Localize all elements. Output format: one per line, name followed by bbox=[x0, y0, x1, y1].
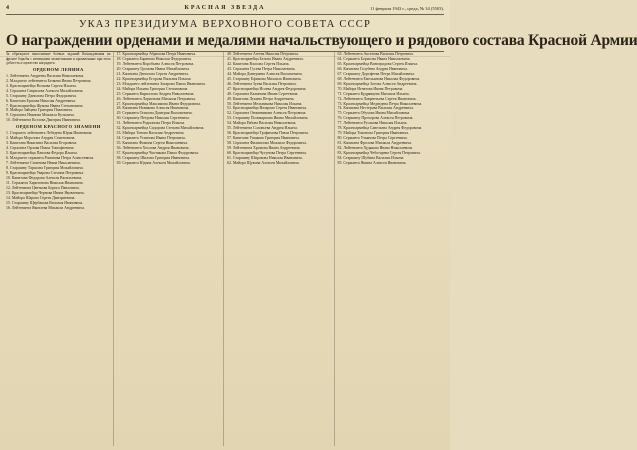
page-number: 4 bbox=[6, 5, 9, 11]
award-entry: 69. Красноармейца Зотова Алексея Андреевича. bbox=[337, 81, 418, 86]
award-entry: 34. Сержанта Устинова Ивана Петровича. bbox=[116, 136, 186, 141]
award-entry: 44. Майора Дмитриева Алексея Васильевича. bbox=[227, 71, 303, 76]
award-entry: 48. Сержанта Калинина Ивана Сергеевича. bbox=[227, 91, 299, 96]
award-entry: 85. Сержанта Яшина Алексея Ивановича. bbox=[337, 160, 407, 165]
award-entry: 5. Старшину Данилова Петра Федоровича. bbox=[6, 93, 77, 98]
award-entry: 28. Капитана Новикова Алексея Ивановича. bbox=[116, 106, 190, 111]
award-entry: 53. Старшину Поликарпова Ивана Михайловича. bbox=[227, 116, 309, 121]
award-entry: 61. Старшину Широкова Николая Ивановича. bbox=[227, 156, 303, 161]
award-list bbox=[117, 52, 222, 97]
award-entry: 8. Майора Зайцева Григория Павловича. bbox=[6, 108, 73, 113]
award-entry: 51. Красноармейца Назарова Сергея Ивановича. bbox=[227, 106, 307, 111]
column-1 bbox=[6, 52, 114, 446]
award-entry: 46. Лейтенанта Зуева Василия Петровича. bbox=[227, 81, 297, 86]
award-entry: 45. Старшину Ефимова Михаила Ивановича. bbox=[227, 76, 302, 81]
text-columns bbox=[6, 52, 444, 446]
award-entry: 6. Младшего сержанта Романова Петра Алексеевича. bbox=[6, 156, 95, 161]
award-entry: 21. Капитана Денисова Сергея Андреевича. bbox=[116, 71, 189, 76]
award-entry: 52. Сержанта Овчинникова Алексея Петровича. bbox=[227, 111, 307, 116]
award-entry: 41. Красноармейца Белова Ивана Андреевича. bbox=[227, 56, 304, 61]
award-entry: 2. Младшего лейтенанта Беляева Ивана Петровича. bbox=[6, 78, 92, 83]
award-entry: 15. Старшину Щербакова Василия Ивановича. bbox=[6, 200, 84, 205]
award-entry: 16. Лейтенанта Яковлева Михаила Андреевича. bbox=[6, 205, 85, 210]
award-entry: 59. Лейтенанта Хромова Ивана Андреевича. bbox=[227, 146, 301, 151]
award-entry: 47. Красноармейца Исаева Андрея Федоровича. bbox=[227, 86, 307, 91]
award-entry: 10. Капитана Федорова Алексея Васильевича. bbox=[6, 175, 83, 180]
award-entry: 33. Майора Титова Василия Андреевича. bbox=[116, 131, 185, 136]
award-entry: 18. Сержанта Баранова Николая Федоровича. bbox=[116, 56, 192, 61]
award-entry: 4. Сержанта Гаврилова Алексея Михайловича. bbox=[6, 88, 84, 93]
award-list bbox=[338, 97, 443, 166]
award-entry: 5. Красноармейца Павлова Федора Ильича. bbox=[6, 151, 78, 156]
award-entry: 11. Сержанта Харитонова Николая Ивановича. bbox=[6, 180, 84, 185]
award-list bbox=[227, 52, 332, 97]
section-heading-lenin: ОРДЕНОМ ЛЕНИНА bbox=[32, 66, 84, 72]
column-4 bbox=[338, 52, 445, 446]
award-entry: 62. Майора Щукина Алексея Михайловича. bbox=[227, 160, 300, 165]
award-entry: 68. Лейтенанта Емельянова Николая Федоровича. bbox=[337, 76, 421, 81]
column-2 bbox=[117, 52, 225, 446]
award-entry: 82. Лейтенанта Худякова Ивана Николаевича. bbox=[337, 146, 414, 151]
award-entry: 60. Красноармейца Чугунова Петра Сергеевича. bbox=[227, 151, 307, 156]
award-entry: 37. Красноармейца Чистякова Павла Федоровича. bbox=[116, 151, 200, 156]
award-entry: 40. Лейтенанта Агеева Николая Петровича. bbox=[227, 52, 299, 56]
column-3 bbox=[227, 52, 335, 446]
award-entry: 24. Майора Ильина Григория Степановича. bbox=[116, 86, 189, 91]
award-entry: 7. Красноармейца Жукова Ивана Степановича. bbox=[6, 103, 84, 108]
award-entry: 78. Красноармейца Савельева Андрея Федоровича. bbox=[337, 126, 423, 131]
award-entry: 27. Красноармейца Максимова Ивана Федоровича. bbox=[116, 101, 201, 106]
award-entry: 6. Капитана Ершова Николая Андреевича. bbox=[6, 98, 77, 103]
award-entry: 36. Лейтенанта Хохлова Андрея Ивановича. bbox=[116, 146, 190, 151]
award-entry: 65. Красноармейца Виноградова Сергея Ильича. bbox=[337, 61, 419, 66]
award-list bbox=[6, 131, 111, 210]
award-entry: 14. Майора Шарова Сергея Дмитриевича. bbox=[6, 195, 76, 200]
award-entry: 58. Сержанта Филиппова Михаила Федоровича. bbox=[227, 141, 307, 146]
award-entry: 43. Сержанта Гусева Петра Николаевича. bbox=[227, 66, 296, 71]
section-heading-red-banner: ОРДЕНОМ КРАСНОГО ЗНАМЕНИ bbox=[15, 124, 101, 130]
award-entry: 73. Красноармейца Медведева Петра Николаевича. bbox=[337, 101, 423, 106]
award-entry: 8. Старшину Тарасова Григория Михайловича. bbox=[6, 165, 84, 170]
award-list bbox=[6, 74, 111, 124]
award-entry: 19. Лейтенанта Воробьева Алексея Петровича. bbox=[116, 61, 195, 66]
award-entry: 64. Сержанта Борисова Ивана Николаевича. bbox=[337, 56, 411, 61]
decree-title: УКАЗ ПРЕЗИДИУМА ВЕРХОВНОГО СОВЕТА СССР bbox=[78, 19, 372, 30]
award-list bbox=[117, 97, 222, 166]
award-entry: 80. Сержанта Ульянова Петра Сергеевича. bbox=[337, 136, 408, 141]
award-entry: 10. Лейтенанта Козлова Дмитрия Ивановича. bbox=[6, 118, 81, 123]
award-entry: 66. Капитана Голубева Андрея Ивановича. bbox=[337, 66, 408, 71]
award-entry: 84. Старшину Шубина Василия Ильича. bbox=[337, 156, 405, 161]
award-entry: 32. Красноармейца Сидорова Степана Михайловича. bbox=[116, 126, 205, 131]
award-entry: 13. Красноармейца Чернова Ивана Яковлевича. bbox=[6, 190, 85, 195]
award-entry: 72. Лейтенанта Лаврентьева Сергея Ивановича. bbox=[337, 96, 417, 101]
award-entry: 2. Майора Морозова Андрея Семеновича. bbox=[6, 136, 76, 141]
award-list bbox=[227, 97, 332, 166]
award-entry: 12. Лейтенанта Цветкова Бориса Павловича. bbox=[6, 185, 80, 190]
award-entry: 17. Красноармейца Абрамова Петра Ивановича. bbox=[116, 52, 197, 56]
issue-date: 11 февраля 1943 г., среда, № 34 (5503). bbox=[370, 6, 444, 11]
award-entry: 7. Лейтенанта Семенова Ивана Николаевича. bbox=[6, 161, 81, 166]
award-entry: 39. Сержанта Юдина Алексея Михайловича. bbox=[116, 160, 191, 165]
award-entry: 29. Сержанта Осипова Дмитрия Васильевича. bbox=[116, 111, 193, 116]
award-entry: 30. Старшину Петрова Николая Сергеевича. bbox=[116, 116, 190, 121]
award-entry: 70. Майора Игнатова Ивана Петровича. bbox=[337, 86, 404, 91]
award-entry: 35. Капитана Фомина Сергея Николаевича. bbox=[116, 141, 189, 146]
award-entry: 3. Красноармейца Волкова Сергея Ильича. bbox=[6, 83, 77, 88]
award-entry: 25. Сержанта Кириллова Андрея Николаевича. bbox=[116, 91, 195, 96]
award-entry: 42. Капитана Власова Сергея Ильича. bbox=[227, 61, 290, 66]
award-entry: 20. Старшину Громова Ивана Михайловича. bbox=[116, 66, 190, 71]
award-entry: 3. Капитана Никитина Василия Егоровича. bbox=[6, 141, 78, 146]
award-entry: 76. Старшину Прохорова Алексея Петровича. bbox=[337, 116, 414, 121]
award-entry: 1. Лейтенанта Андреева Василия Николаевича. bbox=[6, 73, 85, 78]
award-entry: 23. Младшего лейтенанта Захарова Павла Ивановича. bbox=[116, 81, 206, 86]
award-entry: 67. Старшину Дорофеева Петра Михайловича. bbox=[337, 71, 415, 76]
award-entry: 4. Сержанта Орлова Павла Тимофеевича. bbox=[6, 146, 75, 151]
decree-subtitle: О награждении орденами и медалями начальствующего и рядового состава Красной Армии bbox=[6, 32, 637, 49]
award-list bbox=[338, 52, 443, 97]
masthead bbox=[6, 3, 444, 15]
award-entry: 49. Капитана Лукина Петра Андреевича. bbox=[227, 96, 295, 101]
award-entry: 22. Красноармейца Егорова Василия Ильича. bbox=[116, 76, 192, 81]
award-entry: 83. Красноармейца Чеботарева Сергея Петровича. bbox=[337, 151, 421, 156]
award-entry: 9. Сержанта Иванова Михаила Кузьмича. bbox=[6, 113, 75, 118]
award-entry: 38. Старшину Шилова Григория Ивановича. bbox=[116, 156, 190, 161]
award-entry: 71. Сержанта Кудрявцева Михаила Ильича. bbox=[337, 91, 410, 96]
award-entry: 77. Лейтенанта Русакова Николая Ильича. bbox=[337, 121, 408, 126]
award-entry: 54. Майора Рябова Василия Николаевича. bbox=[227, 121, 297, 126]
award-entry: 75. Сержанта Обухова Ивана Михайловича. bbox=[337, 111, 411, 116]
award-entry: 74. Капитана Нестерова Василия Андреевича. bbox=[337, 106, 414, 111]
award-entry: 31. Лейтенанта Родионова Петра Ильича. bbox=[116, 121, 186, 126]
award-entry: 9. Красноармейца Уварова Степана Петровича. bbox=[6, 170, 85, 175]
award-entry: 26. Лейтенанта Ларионова Михаила Петровича. bbox=[116, 96, 197, 101]
award-entry: 50. Лейтенанта Мельникова Николая Ильича. bbox=[227, 101, 303, 106]
award-entry: 81. Капитана Фролова Михаила Андреевича. bbox=[337, 141, 412, 146]
award-entry: 1. Старшего лейтенанта Лебедева Юрия Ивановича. bbox=[6, 131, 93, 136]
award-entry: 79. Майора Тихонова Григория Ивановича. bbox=[337, 131, 410, 136]
decree-intro: За образцовое выполнение боевых заданий Командования на фронте борьбы с немецкими захватчиками и проявленные при этом доблесть и мужество наградить: bbox=[6, 52, 111, 66]
award-entry: 55. Лейтенанта Соловьева Андрея Ильича. bbox=[227, 126, 298, 131]
award-entry: 63. Лейтенанта Аксенова Василия Петровича. bbox=[337, 52, 414, 56]
award-entry: 56. Красноармейца Трофимова Павла Петровича. bbox=[227, 131, 309, 136]
newspaper-name: КРАСНАЯ ЗВЕЗДА bbox=[184, 5, 266, 11]
award-entry: 57. Капитана Ушакова Григория Ивановича. bbox=[227, 136, 300, 141]
